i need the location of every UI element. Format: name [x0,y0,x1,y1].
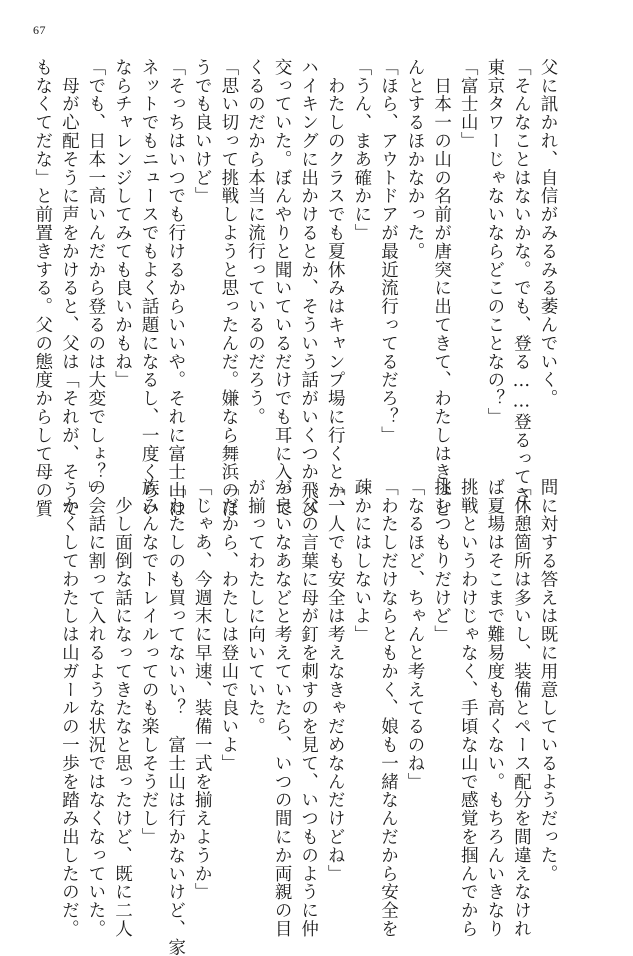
text-line: 「思い切って挑戦しようと思ったんだ。嫌なら舞浜のほ [218,58,239,518]
text-line: が揃ってわたしに向いていた。 [245,478,266,736]
text-line: 交っていた。ぼんやりと聞いているだけでも耳に入って [272,58,293,518]
text-line: 東京タワーじゃないならどこのことなの？」 [484,58,505,426]
text-block-top [32,58,561,523]
text-line: わたしのクラスでも夏休みはキャンプ場に行くとか、 [325,58,346,518]
text-line: 「一人でも安全は考えなきゃだめなんだけどね」 [325,478,346,883]
text-line: が良いなあなどと考えていたら、いつの間にか両親の目 [272,478,293,938]
text-line: 「ほら、アウトドアが最近流行ってるだろ？」 [378,58,399,445]
text-line: 少し面倒な話になってきたなと思ったけど、既に二人 [112,478,133,938]
text-line: 「そんなことはないかな。でも、登る……登るってさ、 [511,58,532,523]
text-line: 「そっちはいつでも行けるからいいや。それに富士山は [165,58,186,518]
text-line: 挑戦というわけじゃなく、手頃な山で感覚を掴んでから [458,478,479,938]
text-line: んとするほかなかった。 [405,58,426,261]
text-line: 父に訊かれ、自信がみるみる萎んでいく。 [538,58,558,408]
text-block-bottom [59,478,561,956]
text-line: 「なるほど、ちゃんと考えてるのね」 [405,478,426,791]
text-line: 母が心配そうに声をかけると、父は「それが、そうで [59,58,80,518]
text-line: 「休憩箇所は多いし、装備とペース配分を間違えなけれ [511,478,532,938]
text-line: くるのだから本当に流行っているのだろう。 [245,58,266,426]
text-line: 日本一の山の名前が唐突に出てきて、わたしはきょと [431,58,452,518]
text-line: 父の言葉に母が釘を刺すのを見て、いつものように仲 [298,478,319,938]
text-line: 「わたしのも買ってないい？ 富士山は行かないけど、家 [165,478,186,956]
text-line: 疎かにはしないよ」 [351,478,372,644]
text-line: 「じゃあ、今週末に早速、装備一式を揃えようか」 [192,478,213,902]
text-line: 問に対する答えは既に用意しているようだった。 [538,478,558,883]
text-line: ハイキングに出かけるとか、そういう話がいくつか飛び [298,58,319,518]
text-line: もなくてだな」と前置きする。父の態度からして母の質 [32,58,53,518]
text-line: 「わたしだけならともかく、娘も一緒なんだから安全を [378,478,399,938]
text-line: 「だから、わたしは登山で良いよ」 [218,478,239,773]
text-line: うでも良いけど」 [192,58,213,206]
page-number: 67 [33,23,46,37]
text-line: ば夏場はそこまで難易度も高くない。もちろんいきなり [484,478,505,938]
text-line: かくしてわたしは山ガールの一歩を踏み出したのだ。 [59,478,80,938]
text-line: 「富士山」 [458,58,479,150]
text-line: ならチャレンジしてみても良いかもね」 [112,58,133,390]
text-line: の会話に割って入れるような状況ではなくなっていた。 [85,478,106,938]
text-line: 族みんなでトレイルってのも楽しそうだし」 [139,478,160,846]
text-line: 「うん、まあ確かに」 [351,58,372,242]
text-line: 「でも、日本一高いんだから登るのは大変でしょ？」 [85,58,106,500]
text-line: 挑むつもりだけど」 [431,478,452,644]
text-line: ネットでもニュースでもよく話題になるし、一度くらい [139,58,160,518]
